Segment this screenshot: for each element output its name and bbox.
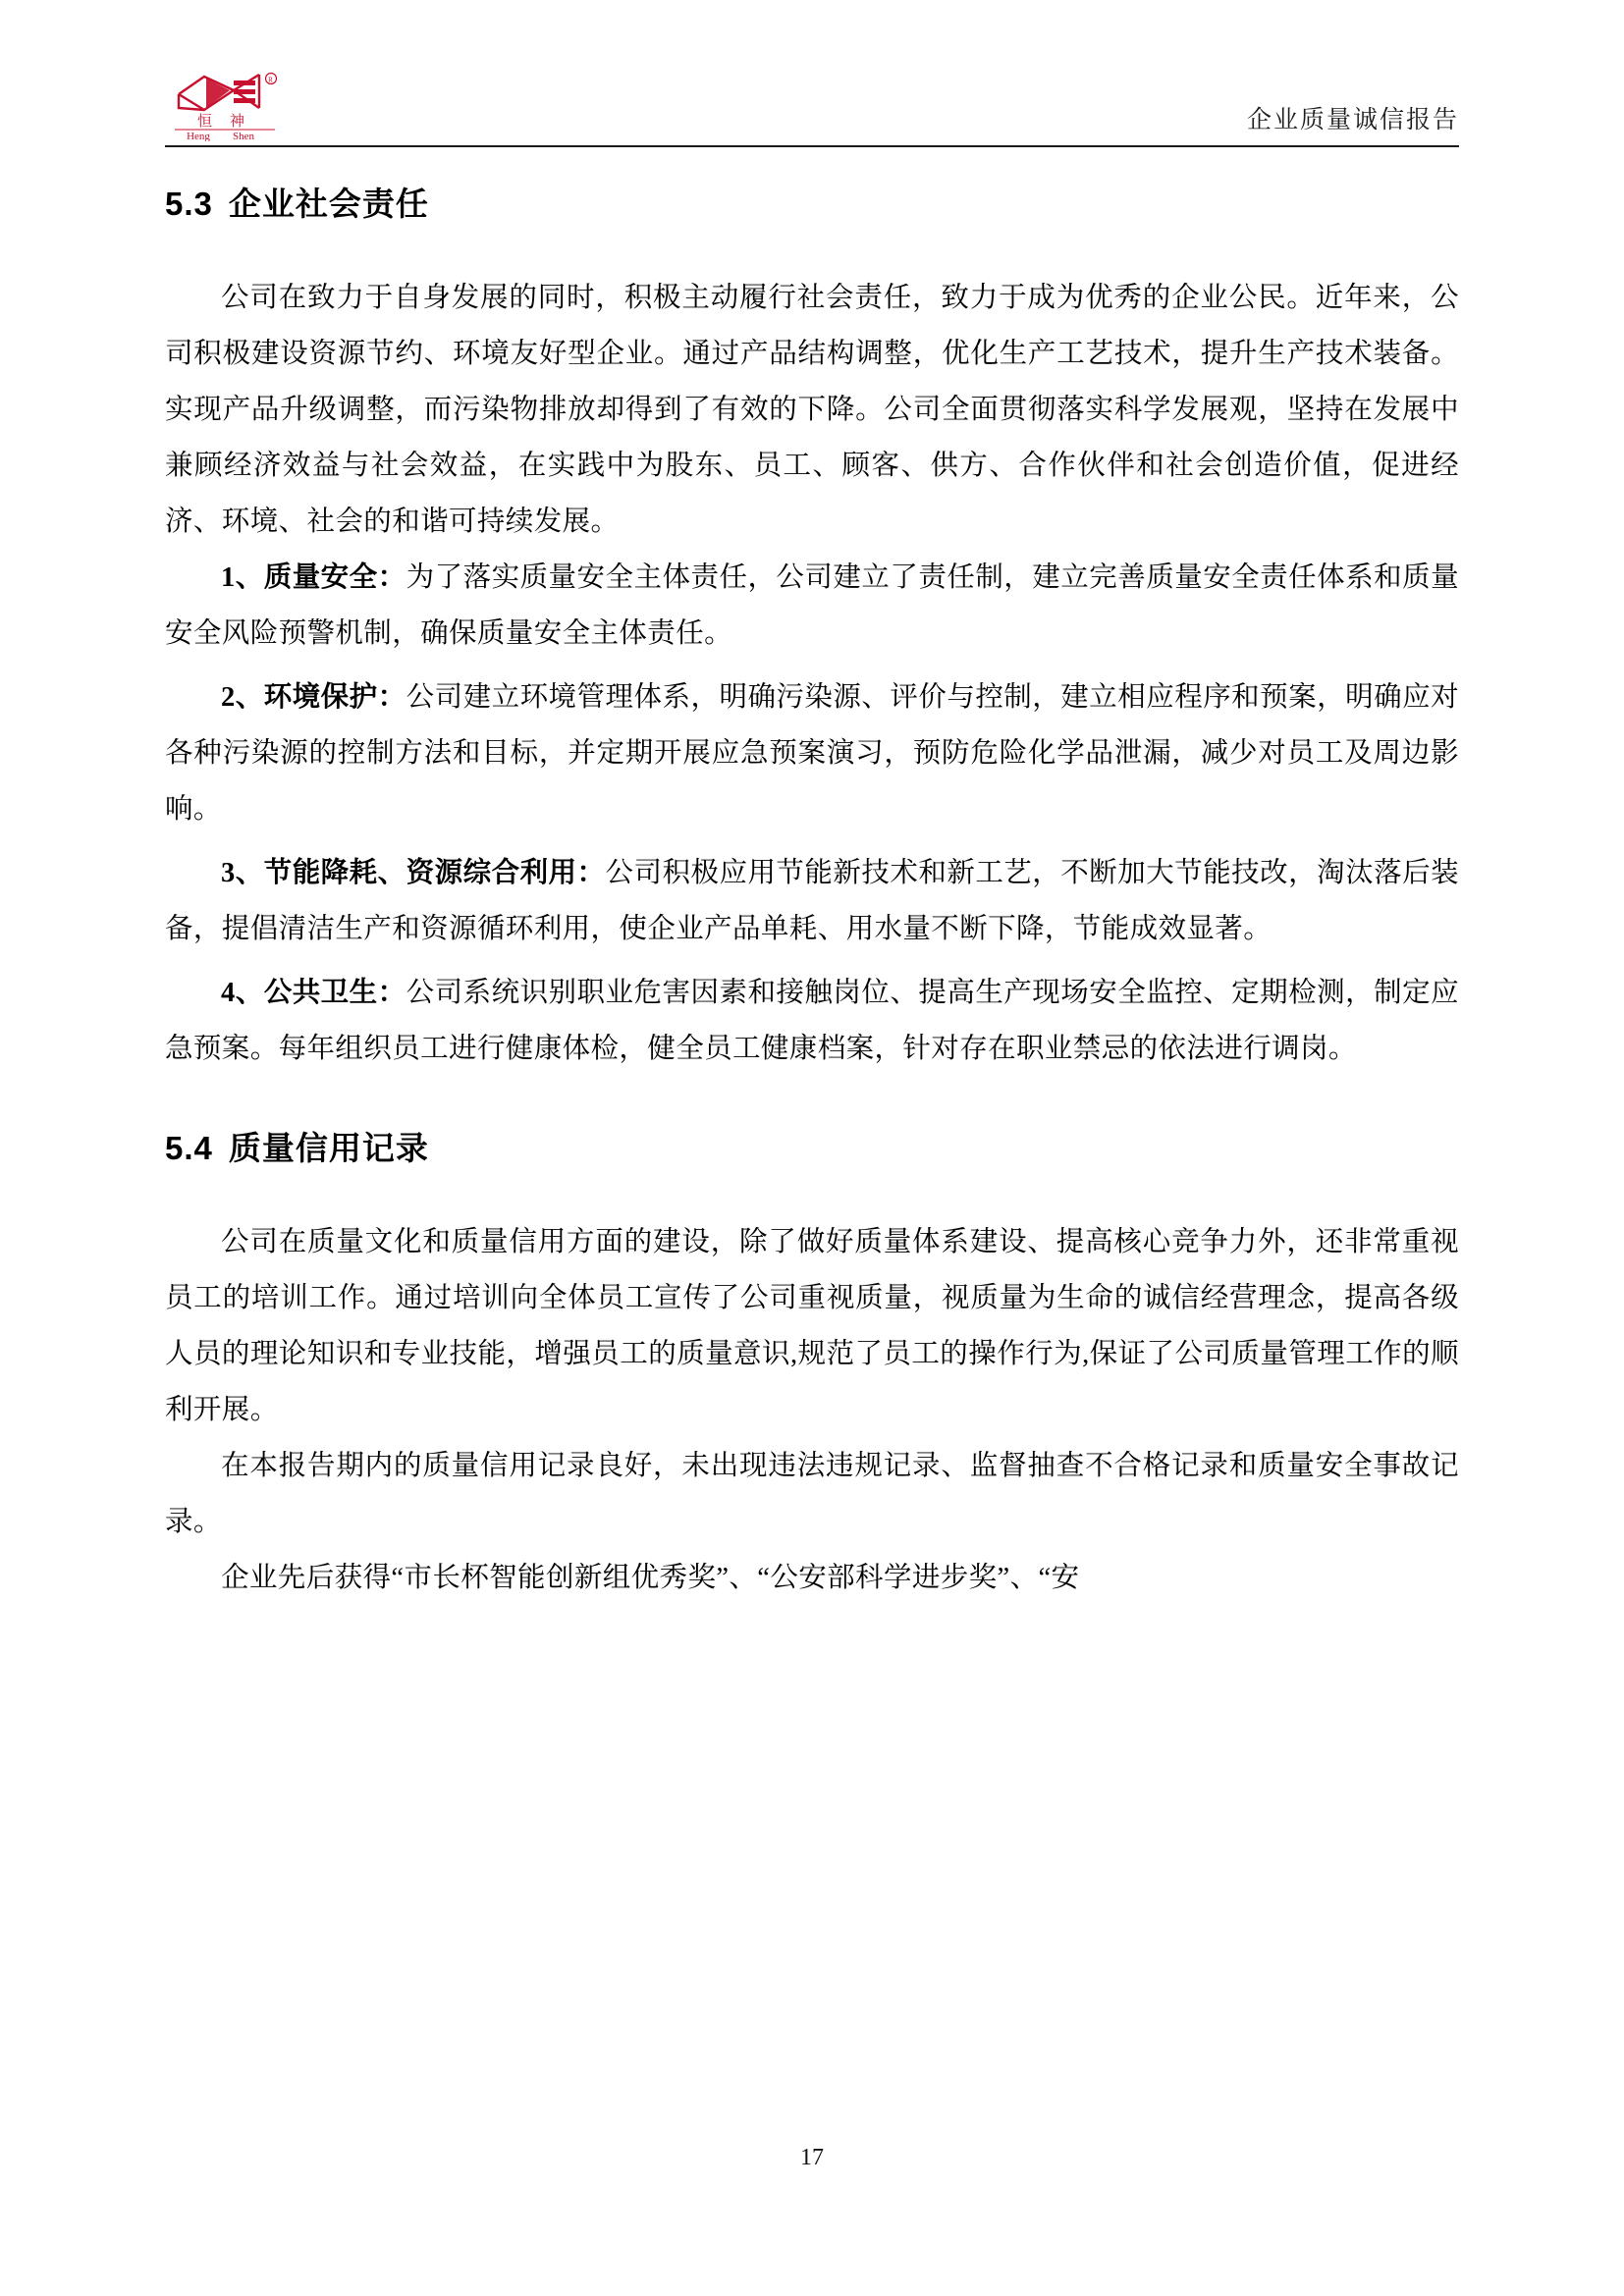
page-header [165,61,1459,155]
svg-text:Heng: Heng [187,131,210,141]
section-number: 5.4 [165,1130,213,1167]
paragraph: 公司在质量文化和质量信用方面的建设，除了做好质量体系建设、提高核心竞争力外，还非常重视员工的培训工作。通过培训向全体员工宣传了公司重视质量，视质量为生命的诚信经营理念，提高各级人员的理论知识和专业技能，增强员工的质量意识,规范了员工的操作行为,保证了公司质量管理工作的顺利开展。 [165,1227,1459,1426]
paragraph [165,965,1459,1077]
paragraph-lead: 4、公共卫生： [221,978,406,1009]
section-title: 企业社会责任 [228,186,429,222]
section-title: 质量信用记录 [228,1130,429,1167]
paragraph-lead: 1、质量安全： [221,562,406,594]
paragraph-body: 公司积极应用节能新技术和新工艺，不断加大节能技改，淘汰落后装备，提倡清洁生产和资源循环利用，使企业产品单耗、用水量不断下降，节能成效显著。 [165,858,1459,945]
paragraph: 公司在致力于自身发展的同时，积极主动履行社会责任，致力于成为优秀的企业公民。近年来，公司积极建设资源节约、环境友好型企业。通过产品结构调整，优化生产工艺技术，提升生产技术装备。实现产品升级调整，而污染物排放却得到了有效的下降。公司全面贯彻落实科学发展观，坚持在发展中兼顾经济效益与社会效益，在实践中为股东、员工、顾客、供方、合作伙伴和社会创造价值，促进经济、环境、社会的和谐可持续发展。 [165,283,1459,538]
paragraph: 在本报告期内的质量信用记录良好，未出现违法违规记录、监督抽查不合格记录和质量安全事故记录。 [165,1451,1459,1538]
paragraph: 企业先后获得“市长杯智能创新组优秀奖”、“公安部科学进步奖”、“安 [221,1563,1080,1594]
svg-text:神: 神 [230,114,245,130]
section-heading-5-4 [165,1126,1459,1171]
svg-text:Shen: Shen [233,131,254,141]
paragraph-body: 为了落实质量安全主体责任，公司建立了责任制，建立完善质量安全责任体系和质量安全风险预警机制，确保质量安全主体责任。 [165,562,1459,650]
paragraph-body: 公司建立环境管理体系，明确污染源、评价与控制，建立相应程序和预案，明确应对各种污染源的控制方法和目标，并定期开展应急预案演习，预防危险化学品泄漏，减少对员工及周边影响。 [165,682,1459,826]
paragraph-body: 公司系统识别职业危害因素和接触岗位、提高生产现场安全监控、定期检测，制定应急预案。每年组织员工进行健康体检，健全员工健康档案，针对存在职业禁忌的依法进行调岗。 [165,978,1459,1065]
page-number: 17 [800,2145,824,2170]
paragraph-lead: 3、节能降耗、资源综合利用： [221,858,606,889]
paragraph [165,550,1459,662]
section-number: 5.3 [165,186,213,222]
hengshen-logo-icon [165,65,312,141]
paragraph-lead: 2、环境保护： [221,682,406,714]
paragraph [165,669,1459,837]
paragraph [165,845,1459,957]
section-heading-5-3 [165,182,1459,227]
svg-text:恒: 恒 [197,114,213,130]
header-title: 企业质量诚信报告 [1246,107,1459,133]
svg-text:R: R [268,76,273,84]
document-content [165,182,1459,1606]
